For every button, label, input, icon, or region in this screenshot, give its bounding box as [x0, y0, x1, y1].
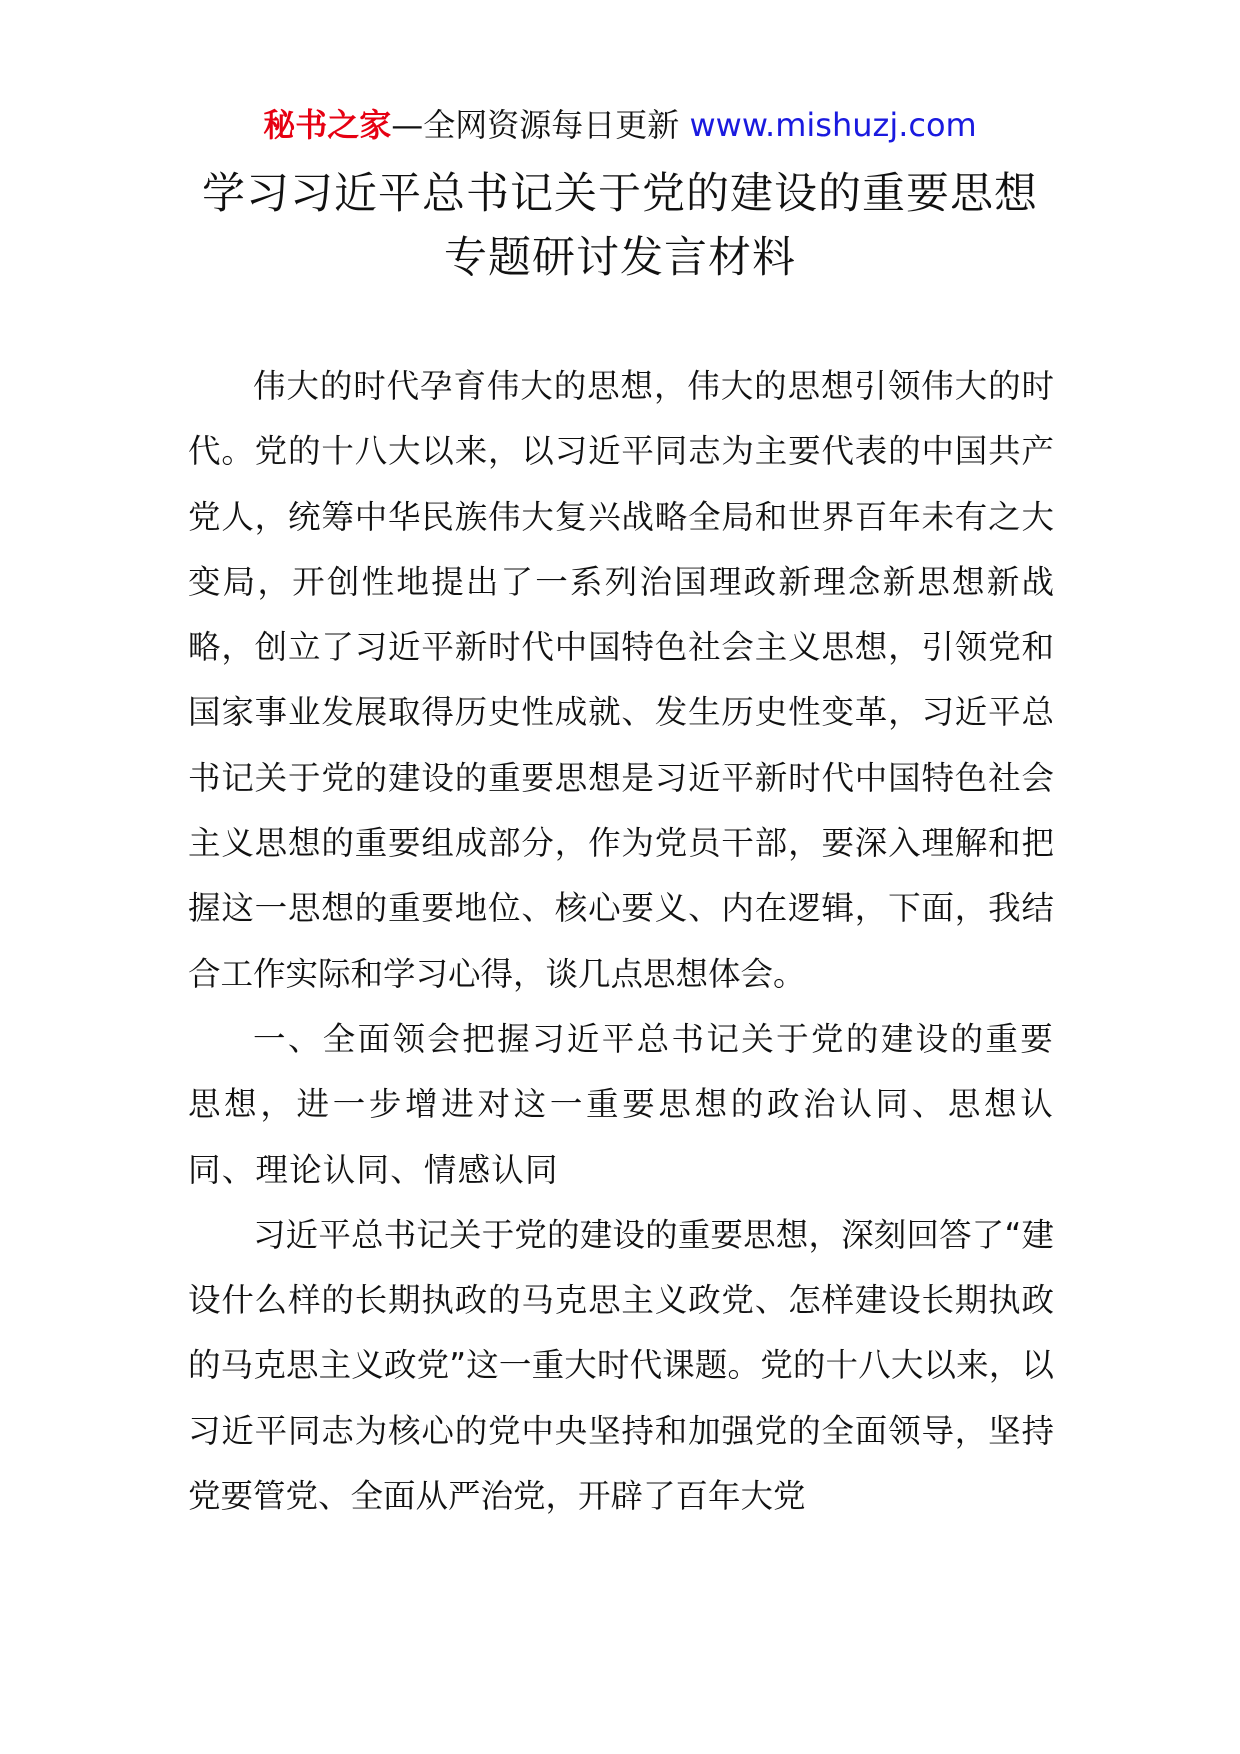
site-url-link[interactable]: www.mishuzj.com [689, 106, 977, 144]
site-brand: 秘书之家 [263, 106, 392, 144]
title-line-1: 学习习近平总书记关于党的建设的重要思想 [202, 169, 1038, 219]
site-slogan: —全网资源每日更新 [391, 106, 690, 144]
site-header [0, 100, 1240, 150]
document-title [0, 162, 1240, 290]
paragraph-section-1: 习近平总书记关于党的建设的重要思想，深刻回答了“建设什么样的长期执政的马克思主义政党、怎样建设长期执政的马克思主义政党”这一重大时代课题。党的十八大以来，以习近平同志为核心的党中央坚持和加强党的全面领导，坚持党要管党、全面从严治党，开辟了百年大党 [188, 1215, 1054, 1516]
document-body [188, 354, 1054, 1529]
paragraph-intro: 伟大的时代孕育伟大的思想，伟大的思想引领伟大的时代。党的十八大以来，以习近平同志为主要代表的中国共产党人，统筹中华民族伟大复兴战略全局和世界百年未有之大变局，开创性地提出了一系列治国理政新理念新思想新战略，创立了习近平新时代中国特色社会主义思想，引领党和国家事业发展取得历史性成就、发生历史性变革，习近平总书记关于党的建设的重要思想是习近平新时代中国特色社会主义思想的重要组成部分，作为党员干部，要深入理解和把握这一思想的重要地位、核心要义、内在逻辑，下面，我结合工作实际和学习心得，谈几点思想体会。 [188, 367, 1054, 993]
section-heading-1: 一、全面领会把握习近平总书记关于党的建设的重要思想，进一步增进对这一重要思想的政治认同、思想认同、理论认同、情感认同 [188, 1019, 1054, 1189]
title-line-2: 专题研讨发言材料 [444, 233, 796, 283]
